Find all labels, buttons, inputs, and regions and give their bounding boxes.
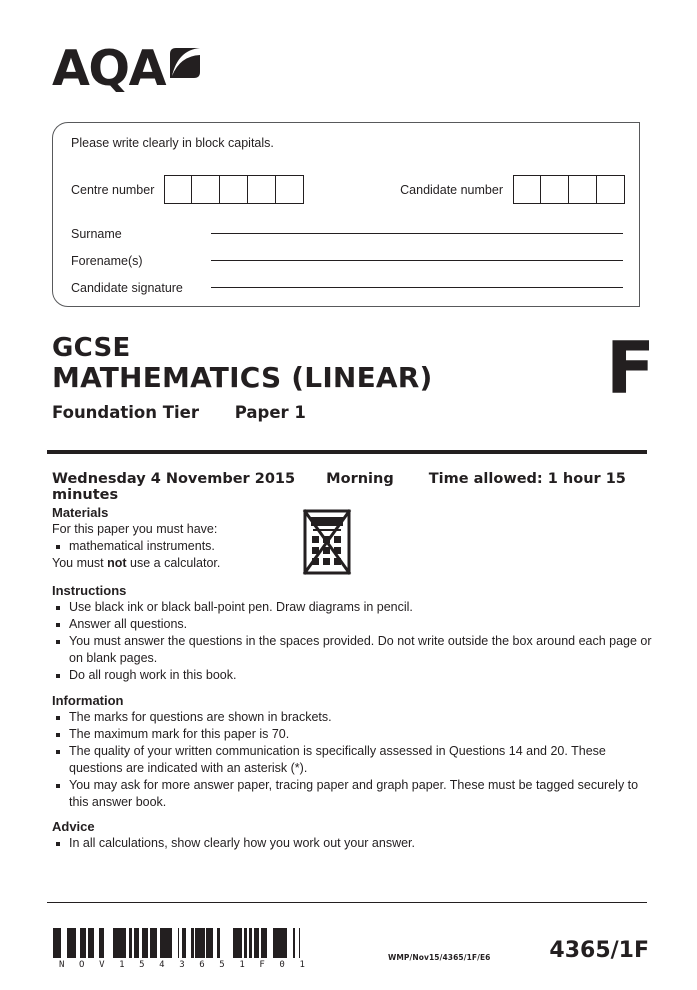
surname-row: [71, 227, 623, 241]
centre-number-cell[interactable]: [276, 175, 304, 204]
exam-time-allowed: Time allowed: 1 hour 15 minutes: [52, 471, 626, 503]
centre-number-label: Centre number: [71, 182, 155, 197]
forename-input[interactable]: [211, 260, 623, 261]
tier-label: Foundation Tier: [52, 403, 199, 423]
calculator-note-post: use a calculator.: [126, 555, 221, 570]
calculator-note-pre: You must: [52, 555, 108, 570]
details-instruction: Please write clearly in block capitals.: [71, 136, 274, 150]
candidate-number-cell[interactable]: [541, 175, 569, 204]
list-item: mathematical instruments.: [52, 538, 292, 555]
footer-divider-rule: [47, 902, 647, 903]
number-fields-row: [71, 175, 625, 204]
subject-title: MATHEMATICS (LINEAR): [52, 361, 433, 395]
list-item: Answer all questions.: [52, 616, 652, 633]
forename-label: Forename(s): [71, 254, 143, 268]
information-section: [52, 693, 652, 811]
calculator-note: [52, 555, 292, 572]
aqa-logo: [52, 40, 202, 97]
forename-row: [71, 254, 623, 268]
instructions-list: [52, 599, 652, 684]
instructions-section: [52, 583, 652, 684]
centre-number-cell[interactable]: [248, 175, 276, 204]
barcode-bars: [50, 928, 309, 958]
advice-section: [52, 819, 652, 852]
list-item: You must answer the questions in the spaces provided. Do not write outside the box around each page or on blank pages.: [52, 633, 652, 667]
document-code: WMP/Nov15/4365/1F/E6: [388, 953, 491, 962]
surname-input[interactable]: [211, 233, 623, 234]
list-item: Use black ink or black ball-point pen. Draw diagrams in pencil.: [52, 599, 652, 616]
centre-number-cell[interactable]: [164, 175, 192, 204]
materials-heading: Materials: [52, 505, 109, 520]
list-item: In all calculations, show clearly how you work out your answer.: [52, 835, 652, 852]
list-item: The maximum mark for this paper is 70.: [52, 726, 652, 743]
aqa-logo-text: AQA: [52, 40, 165, 97]
centre-number-cell[interactable]: [192, 175, 220, 204]
list-item: The marks for questions are shown in brackets.: [52, 709, 652, 726]
leaf-swoosh-icon: [168, 46, 202, 85]
list-item: Do all rough work in this book.: [52, 667, 652, 684]
information-heading: Information: [52, 693, 124, 708]
barcode-digits: N O V 1 5 4 3 6 5 1 F 0 1: [59, 960, 310, 970]
title-block: [52, 334, 640, 422]
signature-input[interactable]: [211, 287, 623, 288]
centre-number-input[interactable]: [164, 175, 304, 204]
candidate-number-cell[interactable]: [569, 175, 597, 204]
exam-session: Morning: [326, 471, 394, 487]
candidate-number-cell[interactable]: [513, 175, 541, 204]
tier-letter-badge: F: [605, 326, 655, 410]
qualification-title: GCSE: [52, 333, 131, 363]
instructions-heading: Instructions: [52, 583, 127, 598]
advice-list: [52, 835, 652, 852]
exam-date-row: [52, 471, 652, 503]
signature-label: Candidate signature: [71, 281, 183, 295]
paper-code: 4365/1F: [549, 938, 649, 963]
advice-heading: Advice: [52, 819, 95, 834]
information-list: [52, 709, 652, 811]
centre-number-cell[interactable]: [220, 175, 248, 204]
candidate-number-cell[interactable]: [597, 175, 625, 204]
title-divider-rule: [47, 450, 647, 454]
candidate-number-input[interactable]: [513, 175, 625, 204]
candidate-details-box: [52, 122, 640, 307]
list-item: The quality of your written communication is specifically assessed in Questions 14 and 20. These questions are indicated with an asterisk (*).: [52, 743, 652, 777]
exam-date: Wednesday 4 November 2015: [52, 471, 296, 487]
calculator-note-emphasis: not: [107, 555, 127, 570]
materials-intro: For this paper you must have:: [52, 522, 218, 536]
candidate-number-label: Candidate number: [400, 182, 503, 197]
signature-row: [71, 281, 623, 295]
tier-paper-row: [52, 403, 640, 422]
list-item: You may ask for more answer paper, tracing paper and graph paper. These must be tagged securely to this answer book.: [52, 777, 652, 811]
paper-label: Paper 1: [234, 403, 306, 423]
materials-list: [52, 538, 292, 555]
surname-label: Surname: [71, 227, 122, 241]
barcode: [50, 928, 309, 970]
no-calculator-icon: [301, 508, 353, 581]
